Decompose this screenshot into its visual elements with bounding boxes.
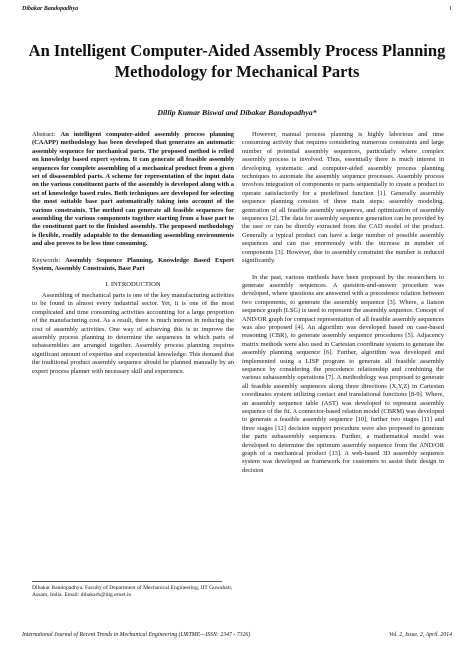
left-column xyxy=(32,131,234,376)
paper-authors: Dillip Kumar Biswal and Dibakar Bandopadhya* xyxy=(157,108,317,117)
right-column xyxy=(242,131,444,475)
keywords xyxy=(32,257,234,274)
right-paragraph-1: However, manual process planning is highly laborious and time consuming activity that requires considering numerous constraints and large number of potential assembly sequences, particularly where complex assembly process is involved. Thus, essentially there is much interest in developing systematic and computer-aided assembly process planning techniques to automate the assembly sequence processes. Assembly process involves integration of components or parts sequentially to create a product to operate satisfactorily for a predefined function [1]. Generally assembly sequence planning consists of three main steps: assembly modeling, generation of all feasible assembly sequences, and optimization of assembly sequences [2]. The data for assembly sequence generation can be provided by the user or can be directly extracted from the CAD model of the product. Generally a typical product can have a large number of possible assembly sequences and can rise enormously with the increase in number of components [3]. However, due to assembly constraint the number is reduced significantly. xyxy=(242,131,444,265)
abstract-text: An intelligent computer-aided assembly process planning (CAAPP) methodology has been developed that generates an automatic assembly sequence for mechanical parts. The proposed method is relied on knowledge based expert system. It can generate all feasible assembly sequences for complete assembling of a mechanical product from a given set of disassembled parts. A scheme for representation of the input data on the various constituent parts of the assembly is developed along with a set of knowledge based rules. Both techniques are developed for selecting the most suitable base part automatically taking into account of the various constraints. The method can generate all feasible sequences for assembling the various components together starting from a base part to the constituent part to the finished assembly. The proposed methodology is flexible, readily adaptable to the demanding assembling environments and also proves to be less time consuming. xyxy=(32,131,234,248)
right-paragraph-2: In the past, various methods have been proposed by the researchers to generate assembly sequences. A question-and-answer procedure was developed, where questions are answered with a precedence relation between two components, to generate the assembly sequence [3]. Where, a liaison sequence graph (LSG) is used to represent the assembly sequence. Concept of AND/OR graph for compact representation of all feasible assembly sequences was also proposed [4]. An algorithm was developed based on case-based reasoning (CBR), to generate assembly sequence procedures [5]. Adjacency matrix methods were also used in Cartesian coordinate system to generate the assembly planning sequence [6]. Further, algorithm was developed and implemented using a LISP program to generate all feasible assembly sequence by considering the precedence relationship and combining the various subassembly operations [7]. A methodology was proposed to generate all feasible assembly sequences along three directions (X,Y,Z) in Cartesian coordinates system utilizing contact and translational functions [8-9]. Where, an assembly sequence table (AST) was developed to represent assembly sequence of the fit. A connector-based relation model (CBRM) was developed to generate a feasible assembly sequence [10], further two stages [11] and three stages [12] decision support procedure were also proposed to generate the parts subassembly sequences. Further, a mathematical model was developed to determine the optimum assembly sequence from the AND/OR graph of a mechanical product [13]. A web-based 3D assembly sequence system was developed as framework for customers to assist their design in decision xyxy=(242,273,444,474)
abstract xyxy=(32,131,234,249)
running-head-author: Dibakar Bandopadhya xyxy=(22,6,79,12)
footer-journal: International Journal of Recent Trends in Mechanical Engineering (IJRTME—ISSN: 2347 - 7326) xyxy=(22,632,251,638)
page-footer xyxy=(22,632,452,638)
footer-volume: Vol. 2, Issue. 2, April. 2014 xyxy=(388,632,452,638)
section-heading-introduction: I. INTRODUCTION xyxy=(105,280,161,288)
keywords-text: Assembly Sequence Planning, Knowledge Based Expert System, Assembly Constraints, Base Part xyxy=(32,256,234,273)
author-footnote xyxy=(32,581,234,599)
paper-title: An Intelligent Computer-Aided Assembly Process Planning Methodology for Mechanical Parts xyxy=(28,41,446,81)
footnote-text: Dibakar Bandopadhya, Faculty of Department of Mechanical Engineering, IIT Guwahati, Assam, India. Email: dibakarb@iitg.ernet.in xyxy=(32,585,233,599)
keywords-label: Keywords: xyxy=(32,256,61,264)
footnote-rule xyxy=(32,581,222,582)
intro-paragraph-1: Assembling of mechanical parts is one of the key manufacturing activities to be found in almost every industrial sector. Yet, it is one of the most complicated and time consuming activities accounting for a large proportion of the manufacturing cost. As a result, there is much interest in reducing the cost of assembly activities. One way of achieving this is to improve the assembly process planning to determine the sequences in which parts of subassemblies are arranged together. Assembly process planning requires significant amount of expertise and experiential knowledge. This demand that the traditional product assembly sequence should be planned manually by an expert process planner with necessary skill and experience. xyxy=(32,291,234,375)
page-number: 1 xyxy=(449,6,452,12)
abstract-label: Abstract: xyxy=(32,131,56,138)
running-head xyxy=(22,6,452,12)
